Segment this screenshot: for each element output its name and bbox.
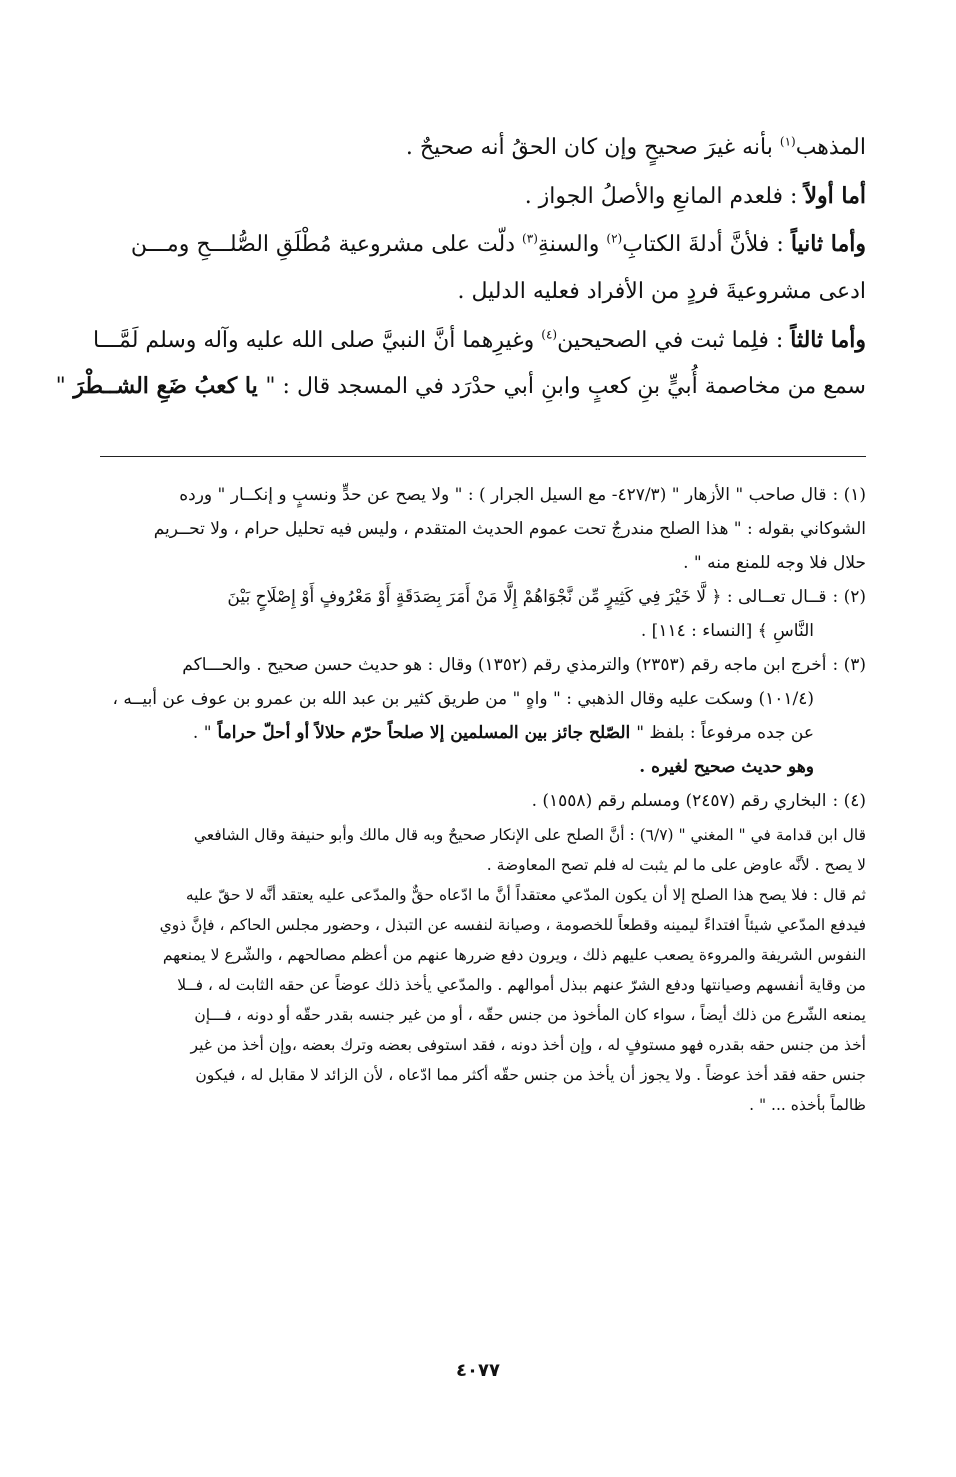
main-line-3 (100, 220, 866, 268)
commentary-line: أخذ من جنس حقه بقدره فهو مستوفٍ له ، وإن أخذ دونه ، فقد استوفى بعضه وترك بعضه ،وإن أخذ من غير (190, 1036, 866, 1054)
text-segment: : فلعدم المانعِ والأصلُ الجواز . (524, 184, 805, 209)
main-text (55, 124, 866, 412)
footnote-line: الشوكاني بقوله : " هذا الصلح مندرجٌ تحت عموم الحديث المتقدم ، وليس فيه تحليل حرام ، ولا تحــريم (153, 519, 866, 539)
commentary-line: جنس حقه فقد أخذ عوضاً . ولا يجوز أن يأخذ من جنس حقّه أكثر مما ادّعاه ، لأن الزائد لا مقابل له ، فيكون (195, 1066, 866, 1084)
commentary-line: النفوس الشريفة والمروءة يصعب عليهم ذلك ، ويرون دفع ضررها عنهم من أعظم مصالحهم ، والشّرع لا يمنعهم (162, 946, 866, 964)
footnote-3 (100, 648, 866, 784)
text-segment: سمع من مخاصمة أُبيٍّ بنِ كعبٍ وابنِ أبي حدْرَد في المسجد قال : " (265, 374, 866, 399)
commentary-line: لا يصح . لأنَّه عاوض على ما لم يثبت له فلم تصح المعاوضة . (486, 856, 866, 874)
footnote-text: قال صاحب " الأزهار " (٤٢٧/٣- مع السيل الجرار ) : " ولا يصح عن حدٍّ ونسبٍ و إنكــار " ورده (179, 485, 827, 505)
footnote-ref-2[interactable]: (٢) (606, 231, 623, 246)
commentary-line: يمنعه الشّرع من ذلك أيضاً ، سواء كان المأخوذ من جنس حقّه ، أو من غير جنسه بقدر حقّه أو دونه ، فـــإن (194, 1006, 866, 1024)
text-segment: دلّت على مشروعية مُطْلَقِ الصُّلـــحِ ومـــن (130, 232, 523, 257)
text-segment: بأنه غيرَ صحيحٍ وإن كان الحقُ أنه صحيحٌ . (405, 135, 780, 160)
commentary-line: من وقاية أنفسهم وصيانتها ودفع الشرّ عنهم ببذل أموالهم . والمدّعي يأخذ ذلك عوضاً عن حقه الثابت له ، فــلا (177, 976, 866, 994)
main-line-4 (100, 268, 866, 316)
bold-hadith: الصّلح جائز بين المسلمين إلا صلحاً حرّم حلالاً أو أحلّ حراماً (211, 723, 637, 743)
footnote-separator (100, 456, 866, 457)
main-line-5 (92, 316, 866, 364)
footnote-ref-4[interactable]: (٤) (541, 327, 558, 342)
footnote-text: أخرج ابن ماجه رقم (٢٣٥٣) والترمذي رقم (١٣٥٢) وقال : هو حديث حسن صحيح . والحـــاكم (182, 655, 827, 675)
bold-lead: وأما ثالثاً (790, 327, 866, 353)
footnote-text: عن جده مرفوعاً : بلفظ " (636, 723, 814, 743)
footnote-line (100, 716, 866, 750)
footnote-ref-1[interactable]: (١) (779, 134, 796, 149)
text-segment: والسنةِ (537, 232, 607, 257)
footnote-text: " . (192, 723, 212, 743)
footnote-number: (٢) : (832, 587, 866, 607)
footnote-line (100, 478, 866, 512)
commentary-line: ثم قال : فلا يصح هذا الصلح إلا أن يكون المدّعي معتقداً أنَّ ما ادّعاه حقٌّ والمدّعى عليه يعتقد أنَّه لا حقّ عليه (185, 886, 866, 904)
text-segment: : فلأنَّ أدلةَ الكتابِ (622, 232, 791, 257)
footnote-4-commentary (100, 820, 866, 1120)
footnote-number: (٣) : (832, 655, 866, 675)
bold-quote: يا كعبُ ضَعِ الشــطْرَ (65, 373, 266, 399)
footnote-text: قــال تعــالى : ﴿ لَّا خَيْرَ فِي كَثِيرٍ مِّن نَّجْوَاهُمْ إِلَّا مَنْ أَمَرَ بِصَدَقَةٍ أَوْ مَعْرُوفٍ أَوْ إِصْلَاحٍ بَيْنَ (227, 587, 827, 607)
page-number: ٤٠٧٧ (456, 1360, 500, 1381)
bold-lead: أما أولاً (804, 183, 866, 209)
footnote-line: حلال فلا وجه للمنع منه " . (683, 553, 866, 573)
footnote-text: البخاري رقم (٢٤٥٧) ومسلم رقم (١٥٥٨) . (531, 791, 827, 811)
text-segment: " (55, 374, 66, 399)
footnote-line (100, 784, 866, 818)
main-line-2 (100, 172, 866, 220)
footnote-line: وهو حديث صحيح لغيره . (639, 757, 814, 777)
footnote-line (100, 580, 866, 614)
footnote-2 (100, 580, 866, 648)
commentary-line: قال ابن قدامة في " المغني " (٦/٧) : أنَّ الصلح على الإنكار صحيحٌ وبه قال مالك وأبو حنيفة وقال الشافعي (193, 826, 866, 844)
footnote-line: (١٠١/٤) وسكت عليه وقال الذهبي : " واهٍ " من طريق كثير بن عبد الله بن عمرو بن عوف عن أبيــه ، (112, 689, 814, 709)
commentary-line: فيدفع المدّعي شيئاً افتداءً ليمينه وقطعاً للخصومة ، وصيانة لنفسه عن التبذل ، وحضور مجلس الحاكم ، فإنَّ ذوي (159, 916, 866, 934)
text-segment: : فلِما ثبت في الصحيحين (557, 328, 791, 353)
text-segment: وغيرِهما أنَّ النبيَّ صلى الله عليه وآله وسلم لَمَّـــا (92, 328, 542, 353)
footnote-number: (٤) : (832, 791, 866, 811)
bold-lead: وأما ثانياً (790, 231, 866, 257)
commentary-line: ظالماً بأخذه ... " . (749, 1096, 866, 1114)
footnote-1 (100, 478, 866, 580)
text-segment: ادعى مشروعيةَ فردٍ من الأفراد فعليه الدليل . (457, 279, 866, 304)
footnote-number: (١) : (832, 485, 866, 505)
footnote-4 (100, 784, 866, 1120)
footnote-line (100, 648, 866, 682)
main-line-6 (55, 364, 866, 412)
main-line-1 (100, 124, 866, 172)
text-segment: المذهب (795, 135, 866, 160)
footnotes (100, 478, 866, 1120)
footnote-line: النَّاسِ ﴾ [النساء : ١١٤] . (640, 621, 814, 641)
footnote-ref-3[interactable]: (٣) (522, 231, 538, 246)
